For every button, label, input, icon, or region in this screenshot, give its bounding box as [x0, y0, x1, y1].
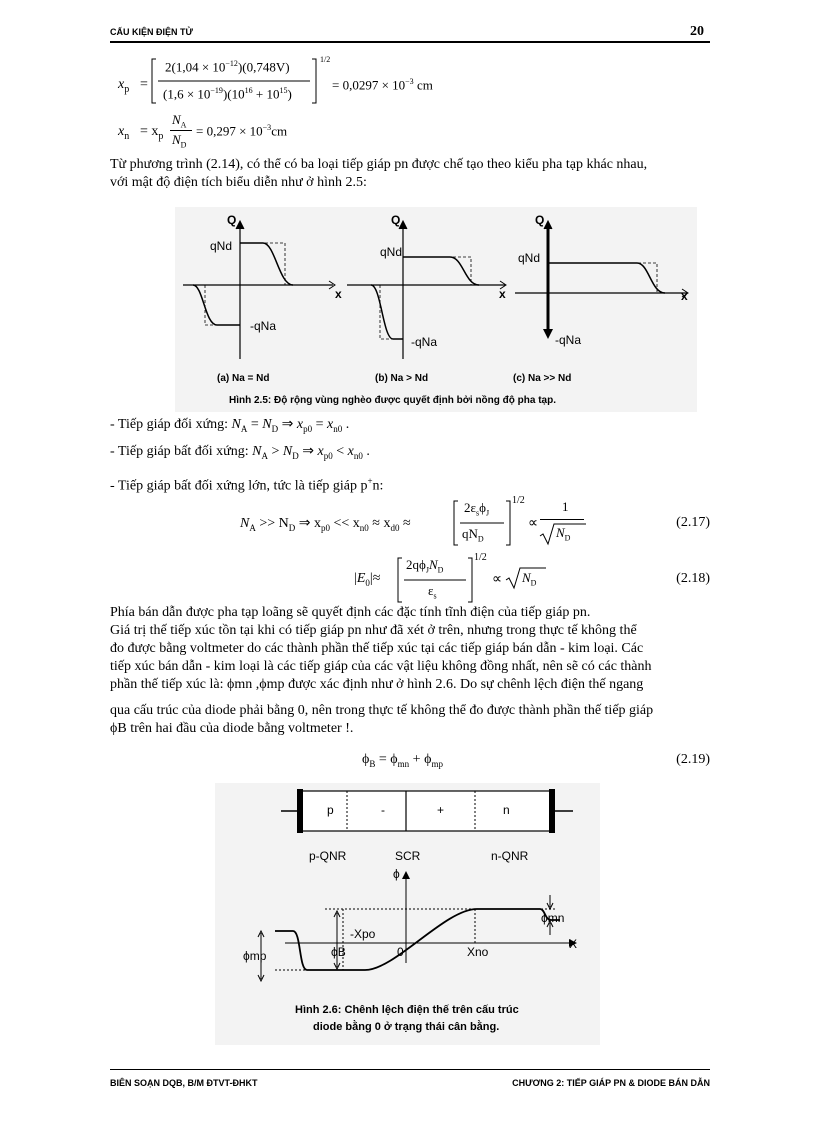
footer-rule [110, 1069, 710, 1070]
equation-xp: $x_p$ = $2(1,04 \times 10^{-12})(0,748V)$ $(1,6 \times 10^{-19})(10^{16} + 10^{15})$ 1/2 = $0,0297 \times 10^{-3}$ cm [118, 55, 433, 102]
label-phi-b: ϕB [331, 945, 346, 959]
subcaption-b: (b) Na > Nd [375, 373, 429, 384]
label-phi-mp: ϕmp [243, 949, 267, 963]
footer-left: BIÊN SOẠN DQB, B/M ĐTVT-ĐHKT [110, 1078, 258, 1088]
figure-2-5-caption: Hình 2.5: Độ rộng vùng nghèo được quyết định bởi nồng độ pha tạp. [229, 395, 556, 406]
panel-b-qnd: qNd [380, 245, 403, 259]
panel-c-qna: -qNa [555, 333, 582, 347]
bullet-symmetric: - Tiếp giáp đối xứng: $N_A = N_D$ ⇒ $x_{p0} = x_{n0}$ . [110, 417, 350, 434]
equation-xn: $x_n$ = $x_p$ $N_A$ $N_D$ = $0,297 \times 10^{-3}cm$ [118, 112, 288, 150]
figure-2-6-caption-2: diode bằng 0 ở trạng thái cân bằng. [313, 1021, 500, 1033]
region-minus: - [381, 803, 385, 817]
equation-2-19-number: (2.19) [676, 752, 710, 767]
label-phi-axis: ϕ [393, 867, 400, 881]
panel-a-qnd: qNd [210, 239, 233, 253]
label-n-qnr: n-QNR [491, 849, 529, 863]
label-scr: SCR [395, 849, 421, 863]
bullet-strong-asymmetric: - Tiếp giáp bất đối xứng lớn, tức là tiếp giáp p+n: [110, 476, 384, 494]
region-n: n [503, 803, 510, 817]
label-xpo: -Xpo [350, 927, 376, 941]
panel-a-q-label: Q [227, 213, 237, 227]
equation-2-19: $\phi_B = \phi_{mn} + \phi_{mp}$ [362, 752, 443, 769]
panel-b-x-label: x [499, 287, 506, 301]
figure-2-6 [215, 783, 600, 1045]
label-phi-mn: ϕmn [541, 911, 565, 925]
panel-a-qna: -qNa [250, 319, 277, 333]
region-plus: + [437, 803, 445, 817]
panel-c-qnd: qNd [518, 251, 541, 265]
equation-2-18-number: (2.18) [676, 571, 710, 586]
equation-2-17: $N_A >> N_D$ ⇒ $x_{p0} << x_{n0} \approx x_{d0}$ ≈ $2\varepsilon_s\phi_J$ $qN_D$ 1/2 ∝ 1 $N_D$ [240, 495, 600, 551]
panel-a-x-label: x [335, 287, 342, 301]
panel-c-q-label: Q [535, 213, 545, 227]
subcaption-a: (a) Na = Nd [217, 373, 270, 384]
intro-paragraph: Từ phương trình (2.14), có thể có ba loại tiếp giáp pn được chế tạo theo kiểu pha tạp khác nhau, với mật độ điện tích biểu diễn như ở hình 2.5: [110, 157, 648, 190]
panel-b-qna: -qNa [411, 335, 438, 349]
label-p-qnr: p-QNR [309, 849, 347, 863]
equation-2-18: $|E_0|\approx$ $2q\phi_JN_D$ $\varepsilon_s$ 1/2 ∝ $N_D$ [354, 554, 554, 606]
footer-right: CHƯƠNG 2: TIẾP GIÁP PN & DIODE BÁN DẪN [512, 1078, 710, 1088]
page-number: 20 [690, 24, 704, 39]
label-xno: Xno [467, 945, 489, 959]
panel-b-q-label: Q [391, 213, 401, 227]
running-header-title: CẤU KIỆN ĐIỆN TỬ [110, 27, 193, 37]
label-x-axis: X [569, 937, 578, 951]
label-zero: 0 [397, 945, 404, 959]
body-paragraph: Phía bán dẫn được pha tạp loãng sẽ quyết định các đặc tính tĩnh điện của tiếp giáp pn. Giá trị thế tiếp xúc tồn tại khi có tiếp giáp pn như đã xét ở trên, nhưng trong thực tế không thể đo được bằng voltmeter do các thành phần thế tiếp xúc tại các tiếp giáp bán dẫn - kim loại. Các tiếp xúc bán dẫn - kim loại là các tiếp giáp của các vật liệu không đồng nhất, nên sẽ có các thành phần thế tiếp xúc là: ϕmn ,ϕmp được xác định như ở hình 2.6. Do sự chênh lệch điện thế ngang qua cấu trúc của diode phải bằng 0, nên trong thực tế không thể đo được thành phần thế tiếp giáp ϕB trên hai đầu của diode bằng voltmeter !. [110, 605, 654, 736]
equation-2-17-number: (2.17) [676, 515, 710, 530]
panel-c-plot [515, 221, 688, 339]
panel-c-x-label: x [681, 289, 688, 303]
header-rule [110, 41, 710, 43]
subcaption-c: (c) Na >> Nd [513, 373, 572, 384]
region-p: p [327, 803, 334, 817]
panel-a-plot [183, 221, 335, 359]
figure-2-5 [175, 207, 697, 412]
bullet-asymmetric: - Tiếp giáp bất đối xứng: $N_A > N_D$ ⇒ $x_{p0} < x_{n0}$ . [110, 444, 370, 461]
figure-2-6-caption-1: Hình 2.6: Chênh lệch điện thế trên cấu trúc [295, 1004, 519, 1016]
